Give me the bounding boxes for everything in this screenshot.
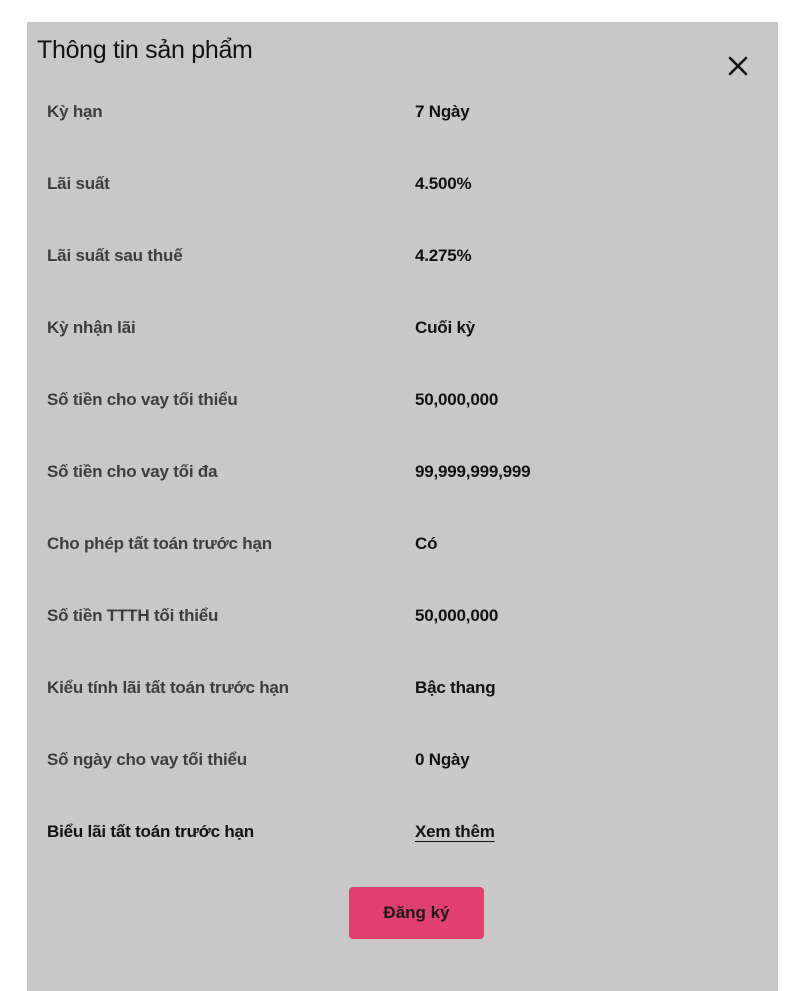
interest-rate-value: 4.500%: [415, 174, 472, 193]
row-early-settlement: [47, 508, 747, 580]
product-info-list: [47, 76, 747, 868]
max-amount-value: 99,999,999,999: [415, 462, 531, 481]
early-settlement-interest-type-value: Bậc thang: [415, 678, 496, 697]
interest-period-label: Kỳ nhận lãi: [47, 318, 136, 337]
after-tax-rate-label: Lãi suất sau thuế: [47, 246, 183, 265]
after-tax-rate-value: 4.275%: [415, 246, 472, 265]
interest-rate-label: Lãi suất: [47, 174, 110, 193]
row-min-early-settlement-amount: [47, 580, 747, 652]
max-amount-label: Số tiền cho vay tối đa: [47, 462, 218, 481]
min-loan-days-value: 0 Ngày: [415, 750, 470, 769]
modal-title: Thông tin sản phẩm: [37, 36, 253, 64]
early-settlement-schedule-label: Biểu lãi tất toán trước hạn: [47, 822, 254, 841]
min-amount-value: 50,000,000: [415, 390, 499, 409]
row-interest-rate: [47, 148, 747, 220]
term-label: Kỳ hạn: [47, 102, 103, 121]
min-loan-days-label: Số ngày cho vay tối thiểu: [47, 750, 247, 769]
see-more-link[interactable]: Xem thêm: [415, 822, 495, 841]
row-after-tax-rate: [47, 220, 747, 292]
min-early-settlement-amount-value: 50,000,000: [415, 606, 499, 625]
min-amount-label: Số tiền cho vay tối thiểu: [47, 390, 238, 409]
row-term: [47, 76, 747, 148]
row-early-settlement-interest-type: [47, 652, 747, 724]
row-min-loan-days: [47, 724, 747, 796]
early-settlement-label: Cho phép tất toán trước hạn: [47, 534, 272, 553]
min-early-settlement-amount-label: Số tiền TTTH tối thiểu: [47, 606, 219, 625]
row-interest-period: [47, 292, 747, 364]
product-info-modal: [27, 22, 778, 991]
row-max-amount: [47, 436, 747, 508]
early-settlement-value: Có: [415, 534, 438, 553]
row-early-settlement-schedule: [47, 796, 747, 868]
term-value: 7 Ngày: [415, 102, 470, 121]
interest-period-value: Cuối kỳ: [415, 318, 476, 337]
early-settlement-interest-type-label: Kiểu tính lãi tất toán trước hạn: [47, 678, 289, 697]
row-min-amount: [47, 364, 747, 436]
register-button[interactable]: Đăng ký: [349, 887, 484, 939]
